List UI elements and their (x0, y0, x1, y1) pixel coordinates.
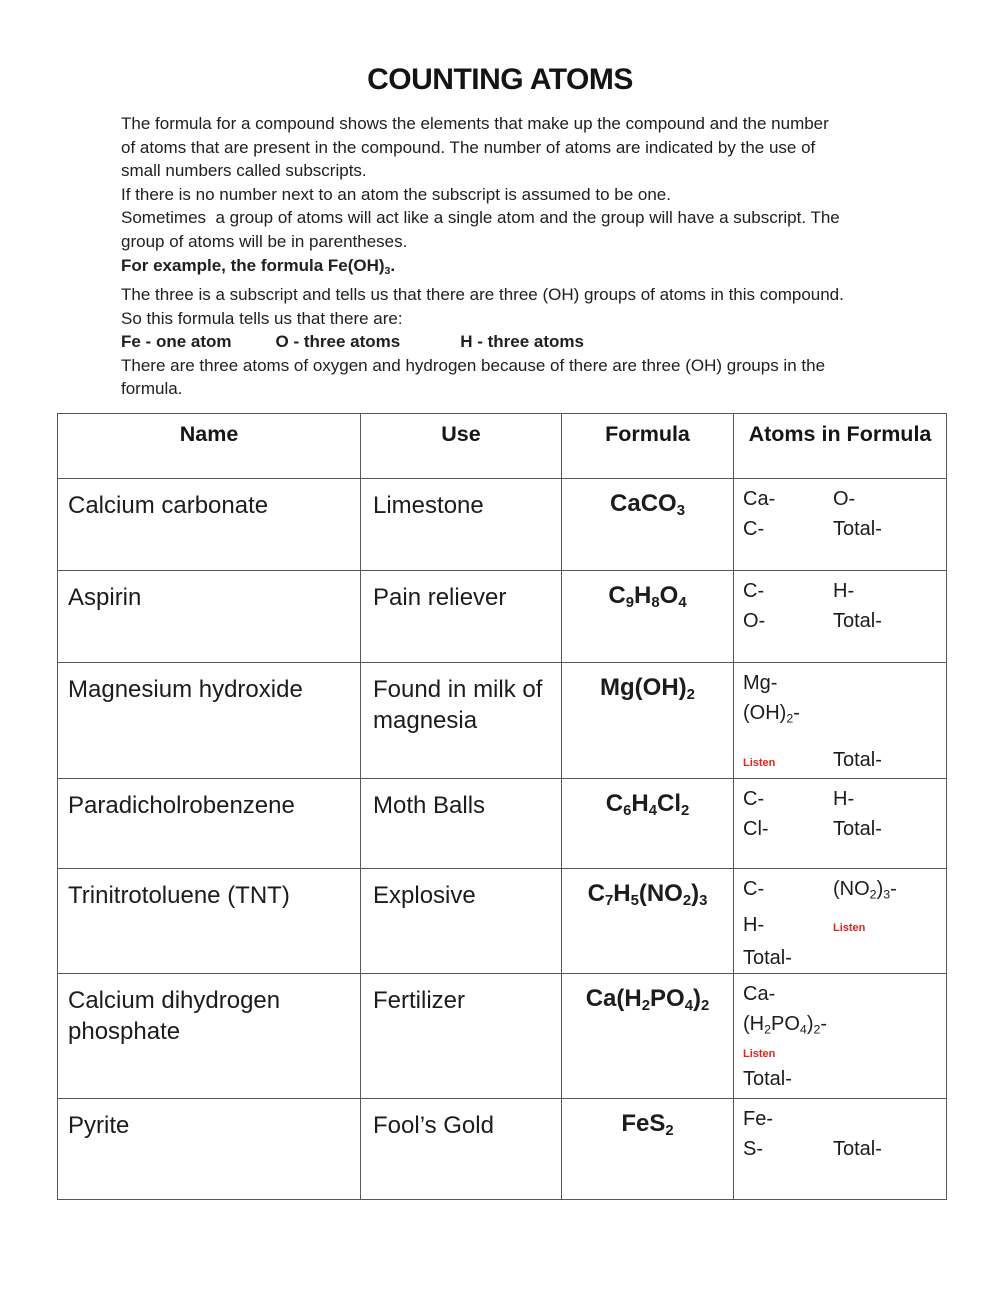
atoms-cell (734, 973, 947, 1098)
atoms-line (743, 1104, 942, 1134)
intro-text: The three is a subscript and tells us that there are three (OH) groups of atoms in this compound. (121, 285, 844, 305)
atom-blank-label: S- (743, 1137, 763, 1160)
subscript: 5 (630, 893, 639, 910)
intro-line (121, 183, 921, 207)
atoms-line (743, 1064, 942, 1094)
atom-blank-label: Total- (833, 518, 882, 540)
subscript: 4 (799, 1022, 807, 1037)
atom-blank-label: H- (833, 580, 855, 602)
table-row (58, 571, 947, 663)
intro-text: of atoms that are present in the compound. The number of atoms are indicated by the use of (121, 137, 816, 157)
table-row (58, 869, 947, 973)
column-header-formula: Formula (562, 414, 734, 479)
subscript: 4 (678, 595, 687, 612)
atoms-line (743, 979, 942, 1009)
atoms-cell (734, 479, 947, 571)
intro-paragraph (121, 112, 921, 401)
spacer (400, 346, 460, 347)
column-header-use: Use (361, 414, 562, 479)
intro-line (121, 112, 921, 136)
intro-line (121, 330, 921, 354)
atoms-line (743, 814, 942, 844)
use-cell: Fertilizer (361, 973, 562, 1098)
atom-blank-label: Mg- (743, 672, 778, 694)
intro-line (121, 377, 921, 401)
column-header-atoms-in-formula: Atoms in Formula (734, 414, 947, 479)
atom-blank-label: Cl- (743, 818, 769, 841)
atoms-line (743, 910, 942, 943)
atom-blank-label: C- (743, 878, 765, 901)
atoms-line (743, 943, 942, 973)
intro-line (121, 254, 921, 284)
atom-blank-label: $(OH)_2-$ (743, 702, 800, 726)
atom-blank-label: Total- (833, 1137, 882, 1160)
formula-cell: $C_6H_4Cl_2$ (562, 779, 734, 869)
formula-cell: CaCO$_3$ (562, 479, 734, 571)
name-cell: Pyrite (58, 1098, 361, 1199)
subscript: 2 (700, 998, 710, 1015)
subscript: 2 (641, 998, 651, 1015)
subscript: 2 (686, 687, 695, 704)
atoms-line (743, 698, 942, 733)
name-cell: Paradicholrobenzene (58, 779, 361, 869)
intro-line (121, 206, 921, 230)
atoms-line (743, 606, 942, 636)
use-cell: Pain reliever (361, 571, 562, 663)
intro-text: If there is no number next to an atom the subscript is assumed to be one. (121, 184, 671, 204)
atoms-cell (734, 663, 947, 779)
subscript: 9 (625, 595, 635, 612)
table-header-row (58, 414, 947, 479)
atom-blank-label: C- (743, 580, 765, 602)
atom-blank-label: Ca- (743, 982, 776, 1005)
page-title: COUNTING ATOMS (367, 63, 633, 96)
atoms-line (743, 484, 942, 514)
atom-blank-label: H- (833, 788, 855, 811)
atoms-cell (734, 869, 947, 973)
intro-line (121, 354, 921, 378)
intro-text: Sometimes a group of atoms will act like a single atom and the group will have a subscript. The (121, 208, 840, 228)
counting-atoms-table (57, 413, 947, 1200)
name-cell: Calcium dihydrogen phosphate (58, 973, 361, 1098)
use-cell: Limestone (361, 479, 562, 571)
intro-text: There are three atoms of oxygen and hydrogen because of there are three (OH) groups in the (121, 355, 826, 375)
atoms-line (743, 1134, 942, 1164)
subscript: 2 (813, 1022, 821, 1037)
atoms-line (743, 745, 942, 778)
intro-line (121, 230, 921, 254)
subscript: 2 (869, 887, 877, 902)
subscript: 2 (665, 1123, 674, 1140)
atom-blank-label: H- (743, 913, 765, 936)
listen-button[interactable]: Listen (833, 921, 866, 934)
intro-bold-text: . (390, 255, 396, 275)
table-row (58, 973, 947, 1098)
table-row (58, 779, 947, 869)
use-cell: Fool’s Gold (361, 1098, 562, 1199)
atoms-line (743, 668, 942, 698)
subscript: 2 (680, 803, 690, 820)
atom-blank-label: Fe- (743, 1107, 773, 1130)
subscript: 3 (676, 503, 685, 520)
intro-text: So this formula tells us that there are: (121, 308, 403, 328)
atom-blank-label: C- (743, 788, 765, 811)
intro-text: small numbers called subscripts. (121, 161, 367, 181)
atoms-line (743, 514, 942, 544)
atom-blank-label: O- (833, 488, 856, 510)
intro-line (121, 159, 921, 183)
name-cell: Calcium carbonate (58, 479, 361, 571)
subscript: 6 (623, 803, 632, 820)
intro-bold-text: O - three atoms (275, 332, 401, 352)
intro-bold-text: H - three atoms (460, 332, 584, 352)
subscript: 2 (786, 711, 794, 726)
table-row (58, 1098, 947, 1199)
use-cell: Found in milk of magnesia (361, 663, 562, 779)
subscript: 4 (648, 803, 657, 820)
table-row (58, 663, 947, 779)
name-cell: Trinitrotoluene (TNT) (58, 869, 361, 973)
use-cell: Moth Balls (361, 779, 562, 869)
atom-blank-label: Total- (833, 610, 882, 632)
table-body (58, 479, 947, 1200)
atoms-cell (734, 571, 947, 663)
subscript: 7 (604, 893, 614, 910)
atoms-cell (734, 779, 947, 869)
intro-line (121, 136, 921, 160)
name-cell: Magnesium hydroxide (58, 663, 361, 779)
table-row (58, 479, 947, 571)
subscript: 3 (699, 893, 708, 910)
use-cell: Explosive (361, 869, 562, 973)
atom-blank-label: Total- (743, 1068, 792, 1091)
formula-cell: FeS$_2$ (562, 1098, 734, 1199)
listen-button[interactable]: Listen (743, 1048, 776, 1061)
subscript: 4 (684, 998, 693, 1015)
atom-blank-label: $(H_2PO_4)_2-$ (743, 1012, 828, 1037)
intro-line (121, 283, 921, 307)
intro-text: group of atoms will be in parentheses. (121, 231, 408, 251)
atoms-line (743, 874, 942, 909)
intro-line (121, 307, 921, 331)
name-cell: Aspirin (58, 571, 361, 663)
atom-blank-label: Ca- (743, 488, 776, 510)
column-header-name: Name (58, 414, 361, 479)
intro-text: formula. (121, 379, 183, 399)
formula-cell: $C_7H_5(NO_2)_3$ (562, 869, 734, 973)
formula-cell: $Mg(OH)_2$ (562, 663, 734, 779)
atoms-line (743, 1044, 942, 1064)
subscript: 8 (651, 595, 660, 612)
atom-blank-label: C- (743, 518, 765, 540)
atom-blank-label: Total- (833, 818, 882, 841)
atom-blank-label: O- (743, 610, 766, 632)
atom-blank-label: Total- (833, 749, 882, 772)
atoms-line (743, 576, 942, 606)
atoms-line (743, 784, 942, 814)
spacer (232, 346, 276, 347)
atom-blank-label: $(NO_2)_3-$ (833, 878, 897, 902)
atoms-cell (734, 1098, 947, 1199)
subscript: 3 (883, 887, 891, 902)
subscript: 2 (682, 893, 692, 910)
subscript: 2 (764, 1022, 772, 1037)
intro-bold-text: 3 (384, 264, 391, 277)
listen-button[interactable]: Listen (743, 757, 776, 770)
atom-blank-label: Total- (743, 946, 792, 969)
intro-text: The formula for a compound shows the elements that make up the compound and the number (121, 114, 829, 133)
formula-cell: $Ca(H_2PO_4)_2$ (562, 973, 734, 1098)
formula-cell: $C_9H_8O_4$ (562, 571, 734, 663)
intro-bold-text: Fe - one atom (121, 332, 232, 352)
atoms-line (743, 1009, 942, 1044)
intro-bold-text: For example, the formula Fe(OH) (121, 255, 385, 275)
